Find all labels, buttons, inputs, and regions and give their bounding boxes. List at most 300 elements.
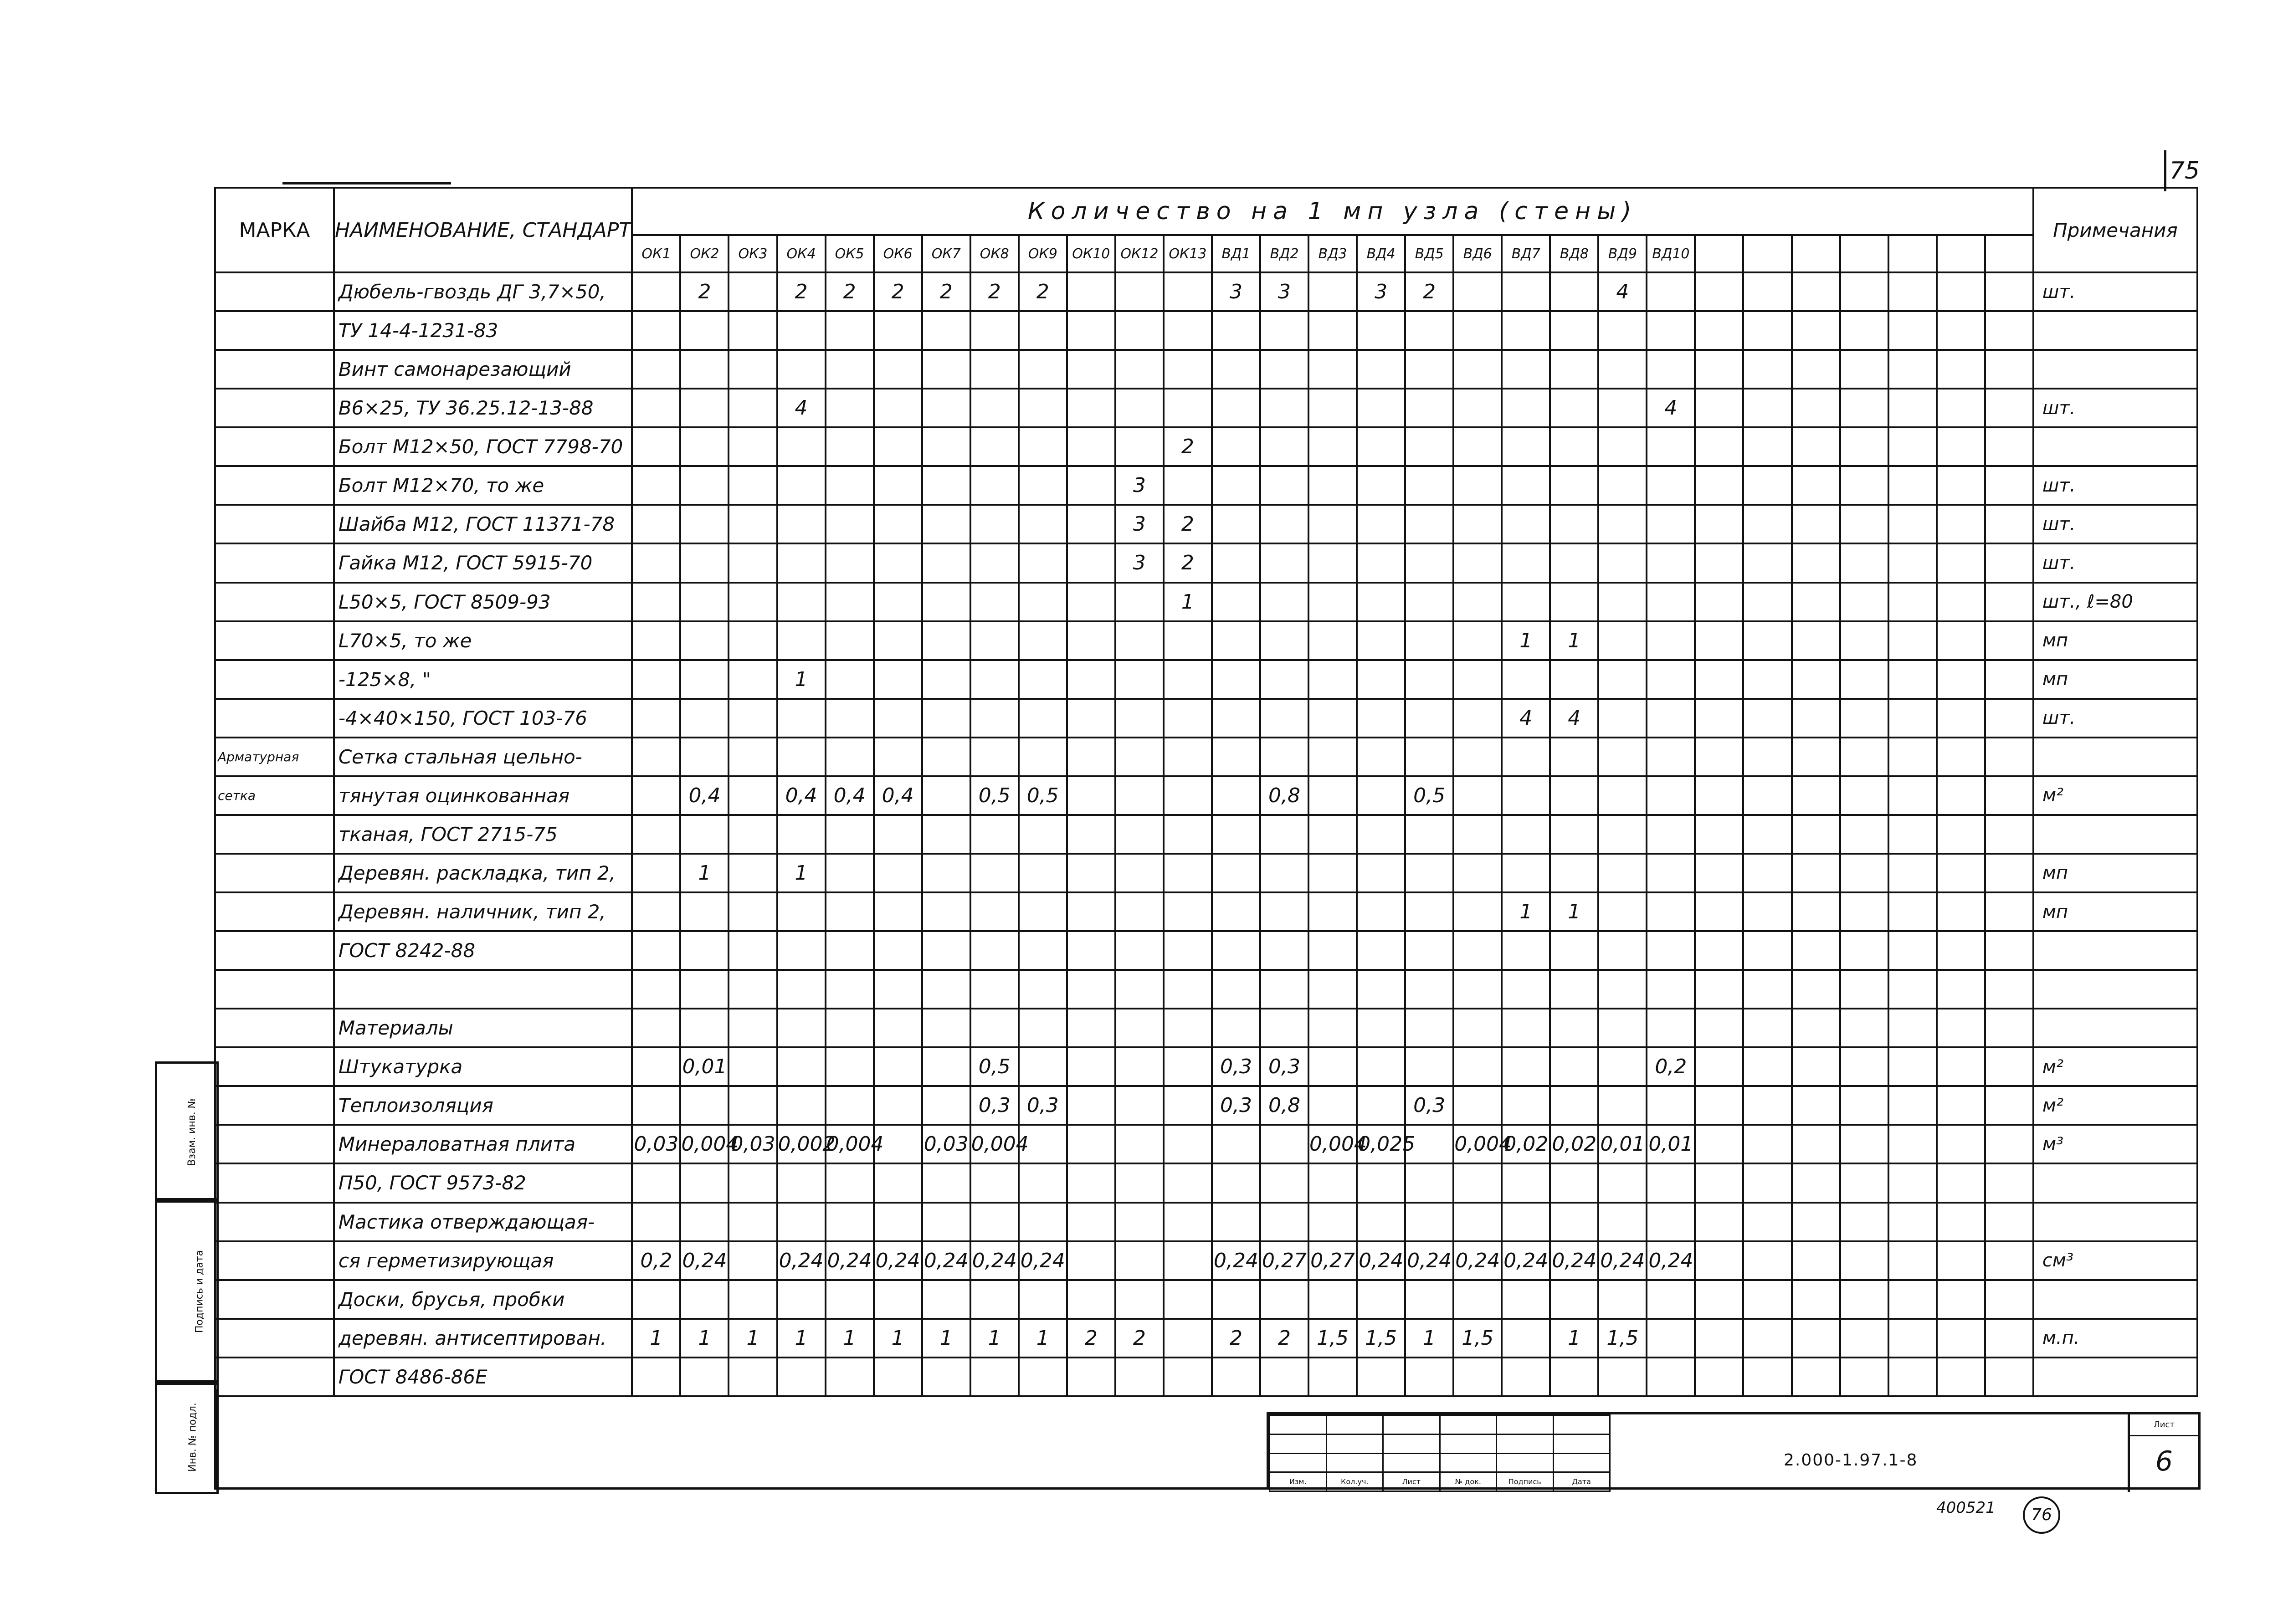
- qty-cell: [1019, 660, 1067, 699]
- qty-cell: [1212, 427, 1260, 466]
- qty-cell: [1937, 892, 1985, 931]
- qty-cell: [1937, 583, 1985, 621]
- header-name: НАИМЕНОВАНИЕ, СТАНДАРТ: [334, 188, 632, 272]
- qty-cell: [1985, 505, 2033, 543]
- qty-cell: [1260, 621, 1308, 660]
- qty-cell: [1985, 466, 2033, 505]
- qty-cell: [1019, 892, 1067, 931]
- qty-cell: 0,24: [1212, 1241, 1260, 1280]
- row-mark: [215, 1086, 334, 1125]
- qty-cell: [1743, 1047, 1791, 1086]
- qty-cell: [1357, 389, 1405, 427]
- qty-cell: [1550, 815, 1598, 854]
- qty-cell: [1212, 389, 1260, 427]
- qty-cell: [1840, 466, 1888, 505]
- qty-cell: [1647, 854, 1695, 892]
- qty-cell: [1067, 854, 1115, 892]
- qty-cell: [922, 1280, 970, 1319]
- title-block: [1267, 1412, 2201, 1490]
- qty-cell: 0,24: [777, 1241, 826, 1280]
- qty-cell: [1115, 699, 1164, 738]
- qty-cell: [632, 272, 680, 311]
- qty-cell: [777, 621, 826, 660]
- qty-cell: [1647, 738, 1695, 776]
- qty-cell: [632, 931, 680, 970]
- qty-cell: [970, 350, 1019, 389]
- qty-cell: [1840, 1280, 1888, 1319]
- qty-cell: [632, 815, 680, 854]
- qty-cell: [874, 660, 922, 699]
- qty-cell: [1743, 1163, 1791, 1202]
- qty-cell: [970, 931, 1019, 970]
- qty-cell: [1067, 1009, 1115, 1047]
- qty-cell: [874, 1358, 922, 1396]
- qty-cell: [1937, 389, 1985, 427]
- qty-cell: 2: [922, 272, 970, 311]
- title-block-labels: [1270, 1472, 1610, 1491]
- qty-cell: [680, 1086, 729, 1125]
- title-block-label: Изм.: [1270, 1472, 1327, 1491]
- table-row: [215, 543, 2197, 582]
- qty-cell: [1598, 1280, 1647, 1319]
- qty-cell: [1695, 389, 1743, 427]
- qty-cell: [1695, 1009, 1743, 1047]
- qty-cell: [1067, 311, 1115, 350]
- qty-cell: 1,5: [1453, 1319, 1502, 1358]
- qty-cell: 4: [1502, 699, 1550, 738]
- qty-cell: [729, 1047, 777, 1086]
- qty-cell: [729, 1203, 777, 1241]
- qty-cell: [1308, 738, 1357, 776]
- qty-cell: [826, 1047, 874, 1086]
- qty-cell: [1502, 854, 1550, 892]
- qty-cell: [1840, 505, 1888, 543]
- qty-cell: [1357, 427, 1405, 466]
- column-code: [1792, 235, 1840, 272]
- qty-cell: [1164, 1086, 1212, 1125]
- qty-cell: [1212, 699, 1260, 738]
- qty-cell: [777, 543, 826, 582]
- row-mark: [215, 854, 334, 892]
- qty-cell: [1260, 543, 1308, 582]
- table-row: [215, 1163, 2197, 1202]
- qty-cell: [1550, 311, 1598, 350]
- row-name: Штукатурка: [334, 1047, 632, 1086]
- qty-cell: 3: [1115, 543, 1164, 582]
- qty-cell: [1550, 350, 1598, 389]
- qty-cell: 0,24: [680, 1241, 729, 1280]
- qty-cell: [970, 543, 1019, 582]
- qty-cell: [1357, 583, 1405, 621]
- qty-cell: 0,025: [1357, 1125, 1405, 1163]
- qty-cell: [874, 970, 922, 1009]
- row-name: тканая, ГОСТ 2715-75: [334, 815, 632, 854]
- row-name: ся герметизирующая: [334, 1241, 632, 1280]
- qty-cell: [1550, 738, 1598, 776]
- qty-cell: [1888, 854, 1937, 892]
- qty-cell: [1695, 892, 1743, 931]
- qty-cell: 0,02: [1502, 1125, 1550, 1163]
- row-name: ГОСТ 8486-86Е: [334, 1358, 632, 1396]
- row-mark: [215, 272, 334, 311]
- qty-cell: [680, 1009, 729, 1047]
- title-block-label: № док.: [1440, 1472, 1497, 1491]
- qty-cell: [1792, 776, 1840, 815]
- qty-cell: [1743, 350, 1791, 389]
- qty-cell: [1260, 1280, 1308, 1319]
- qty-cell: [1067, 272, 1115, 311]
- qty-cell: 3: [1115, 466, 1164, 505]
- qty-cell: [1357, 311, 1405, 350]
- qty-cell: [1357, 892, 1405, 931]
- qty-cell: [1212, 738, 1260, 776]
- header-mark: МАРКА: [215, 188, 334, 272]
- qty-cell: 1: [777, 660, 826, 699]
- qty-cell: [1260, 892, 1308, 931]
- qty-cell: [632, 1163, 680, 1202]
- qty-cell: [1792, 389, 1840, 427]
- qty-cell: [1647, 970, 1695, 1009]
- qty-cell: [1647, 311, 1695, 350]
- qty-cell: [1502, 505, 1550, 543]
- qty-cell: [777, 1163, 826, 1202]
- qty-cell: [1792, 505, 1840, 543]
- qty-cell: [729, 892, 777, 931]
- qty-cell: [1888, 427, 1937, 466]
- row-note: мп: [2033, 892, 2197, 931]
- qty-cell: [1019, 621, 1067, 660]
- qty-cell: [1405, 543, 1453, 582]
- row-name: L70×5, то же: [334, 621, 632, 660]
- qty-cell: [632, 543, 680, 582]
- qty-cell: [1937, 1125, 1985, 1163]
- table-row: [215, 1047, 2197, 1086]
- qty-cell: [1308, 350, 1357, 389]
- qty-cell: [1453, 427, 1502, 466]
- qty-cell: [1067, 1047, 1115, 1086]
- qty-cell: [1598, 466, 1647, 505]
- qty-cell: [632, 892, 680, 931]
- qty-cell: [874, 738, 922, 776]
- qty-cell: [1937, 1358, 1985, 1396]
- qty-cell: [1985, 1086, 2033, 1125]
- qty-cell: [1985, 427, 2033, 466]
- qty-cell: [632, 1280, 680, 1319]
- qty-cell: [874, 1086, 922, 1125]
- qty-cell: [922, 350, 970, 389]
- qty-cell: [1308, 660, 1357, 699]
- qty-cell: 0,8: [1260, 776, 1308, 815]
- qty-cell: 2: [1115, 1319, 1164, 1358]
- qty-cell: [1888, 350, 1937, 389]
- qty-cell: [1115, 854, 1164, 892]
- qty-cell: 0,5: [1405, 776, 1453, 815]
- qty-cell: [1550, 1047, 1598, 1086]
- qty-cell: [1888, 1163, 1937, 1202]
- qty-cell: [1985, 272, 2033, 311]
- qty-cell: [1743, 1086, 1791, 1125]
- qty-cell: [632, 427, 680, 466]
- qty-cell: [1840, 350, 1888, 389]
- qty-cell: [1598, 931, 1647, 970]
- qty-cell: [1695, 1203, 1743, 1241]
- qty-cell: [1164, 1358, 1212, 1396]
- qty-cell: 0,3: [1212, 1086, 1260, 1125]
- qty-cell: [1743, 892, 1791, 931]
- qty-cell: [826, 1163, 874, 1202]
- qty-cell: [970, 815, 1019, 854]
- row-mark: [215, 505, 334, 543]
- qty-cell: [1164, 1203, 1212, 1241]
- row-name: Шайба М12, ГОСТ 11371-78: [334, 505, 632, 543]
- qty-cell: 0,03: [922, 1125, 970, 1163]
- qty-cell: [1743, 738, 1791, 776]
- header-row-1: [215, 188, 2197, 235]
- qty-cell: [1260, 660, 1308, 699]
- qty-cell: [1453, 815, 1502, 854]
- qty-cell: [1985, 854, 2033, 892]
- qty-cell: [1550, 272, 1598, 311]
- qty-cell: [1888, 892, 1937, 931]
- qty-cell: [1019, 738, 1067, 776]
- qty-cell: [632, 583, 680, 621]
- row-mark: [215, 815, 334, 854]
- qty-cell: 1: [970, 1319, 1019, 1358]
- column-code: ОК8: [970, 235, 1019, 272]
- qty-cell: [1357, 815, 1405, 854]
- row-name: [334, 970, 632, 1009]
- qty-cell: [1405, 350, 1453, 389]
- qty-cell: 0,002: [777, 1125, 826, 1163]
- qty-cell: [1308, 505, 1357, 543]
- qty-cell: [1115, 350, 1164, 389]
- qty-cell: [1985, 1358, 2033, 1396]
- qty-cell: [1453, 389, 1502, 427]
- stamp-signature-date: [155, 1198, 219, 1385]
- qty-cell: 0,5: [970, 1047, 1019, 1086]
- row-mark: [215, 970, 334, 1009]
- row-note: [2033, 1358, 2197, 1396]
- qty-cell: 4: [1550, 699, 1598, 738]
- qty-cell: [1067, 1241, 1115, 1280]
- qty-cell: [1743, 583, 1791, 621]
- row-note: [2033, 427, 2197, 466]
- qty-cell: [970, 1009, 1019, 1047]
- row-note: мп: [2033, 621, 2197, 660]
- qty-cell: [1743, 854, 1791, 892]
- qty-cell: [1308, 1280, 1357, 1319]
- qty-cell: [874, 854, 922, 892]
- qty-cell: [1405, 1009, 1453, 1047]
- qty-cell: [826, 854, 874, 892]
- qty-cell: [874, 505, 922, 543]
- qty-cell: [1598, 892, 1647, 931]
- qty-cell: [1019, 389, 1067, 427]
- qty-cell: [632, 776, 680, 815]
- qty-cell: [1357, 466, 1405, 505]
- qty-cell: [1164, 738, 1212, 776]
- qty-cell: [1985, 583, 2033, 621]
- qty-cell: [1115, 776, 1164, 815]
- qty-cell: [1502, 583, 1550, 621]
- qty-cell: [1067, 505, 1115, 543]
- qty-cell: 0,004: [1308, 1125, 1357, 1163]
- title-block-label: Подпись: [1497, 1472, 1554, 1491]
- qty-cell: [1453, 543, 1502, 582]
- qty-cell: 0,4: [826, 776, 874, 815]
- qty-cell: [1308, 1358, 1357, 1396]
- header-note: Примечания: [2033, 188, 2197, 272]
- qty-cell: [874, 583, 922, 621]
- qty-cell: [1164, 1163, 1212, 1202]
- qty-cell: [970, 1280, 1019, 1319]
- qty-cell: [1550, 854, 1598, 892]
- qty-cell: [922, 1203, 970, 1241]
- qty-cell: [1308, 1086, 1357, 1125]
- qty-cell: [1550, 543, 1598, 582]
- qty-cell: [1308, 970, 1357, 1009]
- qty-cell: [1019, 543, 1067, 582]
- column-code: [1985, 235, 2033, 272]
- qty-cell: [874, 1009, 922, 1047]
- table-row: [215, 1203, 2197, 1241]
- row-mark: [215, 1280, 334, 1319]
- qty-cell: [1985, 892, 2033, 931]
- qty-cell: [826, 583, 874, 621]
- row-mark: [215, 1241, 334, 1280]
- qty-cell: 1: [826, 1319, 874, 1358]
- qty-cell: [1502, 738, 1550, 776]
- qty-cell: [1598, 660, 1647, 699]
- qty-cell: [1985, 1319, 2033, 1358]
- qty-cell: [1550, 1280, 1598, 1319]
- qty-cell: [1598, 854, 1647, 892]
- qty-cell: 1,5: [1357, 1319, 1405, 1358]
- qty-cell: [1405, 854, 1453, 892]
- qty-cell: [1067, 350, 1115, 389]
- qty-cell: [777, 311, 826, 350]
- qty-cell: [1502, 1203, 1550, 1241]
- qty-cell: [826, 931, 874, 970]
- row-mark: сетка: [215, 776, 334, 815]
- qty-cell: 2: [1164, 543, 1212, 582]
- column-code: ОК5: [826, 235, 874, 272]
- qty-cell: [680, 1358, 729, 1396]
- qty-cell: [1115, 1203, 1164, 1241]
- qty-cell: [1695, 1125, 1743, 1163]
- qty-cell: 1: [1550, 621, 1598, 660]
- qty-cell: [1019, 1203, 1067, 1241]
- qty-cell: [1019, 350, 1067, 389]
- qty-cell: [1164, 892, 1212, 931]
- qty-cell: [1695, 350, 1743, 389]
- qty-cell: [1888, 1203, 1937, 1241]
- qty-cell: [1985, 1241, 2033, 1280]
- qty-cell: [1647, 505, 1695, 543]
- qty-cell: [1453, 350, 1502, 389]
- qty-cell: [1550, 505, 1598, 543]
- qty-cell: [922, 505, 970, 543]
- qty-cell: [1840, 1319, 1888, 1358]
- qty-cell: [1164, 931, 1212, 970]
- qty-cell: [1212, 854, 1260, 892]
- qty-cell: [1164, 776, 1212, 815]
- qty-cell: [1598, 699, 1647, 738]
- qty-cell: [1792, 1009, 1840, 1047]
- qty-cell: [729, 738, 777, 776]
- qty-cell: [777, 738, 826, 776]
- qty-cell: [1937, 699, 1985, 738]
- table-row: [215, 776, 2197, 815]
- column-code: ВД2: [1260, 235, 1308, 272]
- qty-cell: [1067, 1125, 1115, 1163]
- qty-cell: [1550, 1086, 1598, 1125]
- qty-cell: [1260, 505, 1308, 543]
- qty-cell: [874, 389, 922, 427]
- qty-cell: [1888, 311, 1937, 350]
- column-code: ВД10: [1647, 235, 1695, 272]
- qty-cell: [1840, 1086, 1888, 1125]
- qty-cell: [874, 892, 922, 931]
- qty-cell: [1115, 583, 1164, 621]
- qty-cell: [632, 854, 680, 892]
- qty-cell: [1792, 854, 1840, 892]
- qty-cell: [1598, 1009, 1647, 1047]
- column-code: ОК2: [680, 235, 729, 272]
- row-note: м.п.: [2033, 1319, 2197, 1358]
- qty-cell: [680, 699, 729, 738]
- qty-cell: [1695, 583, 1743, 621]
- qty-cell: [1502, 311, 1550, 350]
- qty-cell: [1502, 543, 1550, 582]
- table-row: [215, 621, 2197, 660]
- qty-cell: [1502, 1358, 1550, 1396]
- qty-cell: [632, 350, 680, 389]
- qty-cell: [1840, 699, 1888, 738]
- qty-cell: [1357, 1086, 1405, 1125]
- row-name: -4×40×150, ГОСТ 103-76: [334, 699, 632, 738]
- row-note: [2033, 350, 2197, 389]
- qty-cell: [970, 466, 1019, 505]
- qty-cell: 1: [680, 1319, 729, 1358]
- qty-cell: [1115, 1009, 1164, 1047]
- column-code: ВД1: [1212, 235, 1260, 272]
- qty-cell: [1792, 350, 1840, 389]
- qty-cell: 0,24: [1019, 1241, 1067, 1280]
- qty-cell: [1019, 970, 1067, 1009]
- qty-cell: [1019, 815, 1067, 854]
- qty-cell: [1019, 427, 1067, 466]
- qty-cell: 0,004: [680, 1125, 729, 1163]
- qty-cell: 1: [1502, 621, 1550, 660]
- qty-cell: [826, 311, 874, 350]
- qty-cell: [1405, 389, 1453, 427]
- row-mark: [215, 660, 334, 699]
- column-code: ОК10: [1067, 235, 1115, 272]
- qty-cell: [1260, 350, 1308, 389]
- qty-cell: [777, 892, 826, 931]
- qty-cell: [1598, 970, 1647, 1009]
- qty-cell: [922, 738, 970, 776]
- stamp-inv-replace: [155, 1061, 219, 1203]
- qty-cell: [729, 311, 777, 350]
- sheet-box: [2128, 1414, 2198, 1492]
- table-row: [215, 660, 2197, 699]
- qty-cell: 2: [874, 272, 922, 311]
- row-note: м²: [2033, 1047, 2197, 1086]
- qty-cell: [1212, 660, 1260, 699]
- qty-cell: [680, 660, 729, 699]
